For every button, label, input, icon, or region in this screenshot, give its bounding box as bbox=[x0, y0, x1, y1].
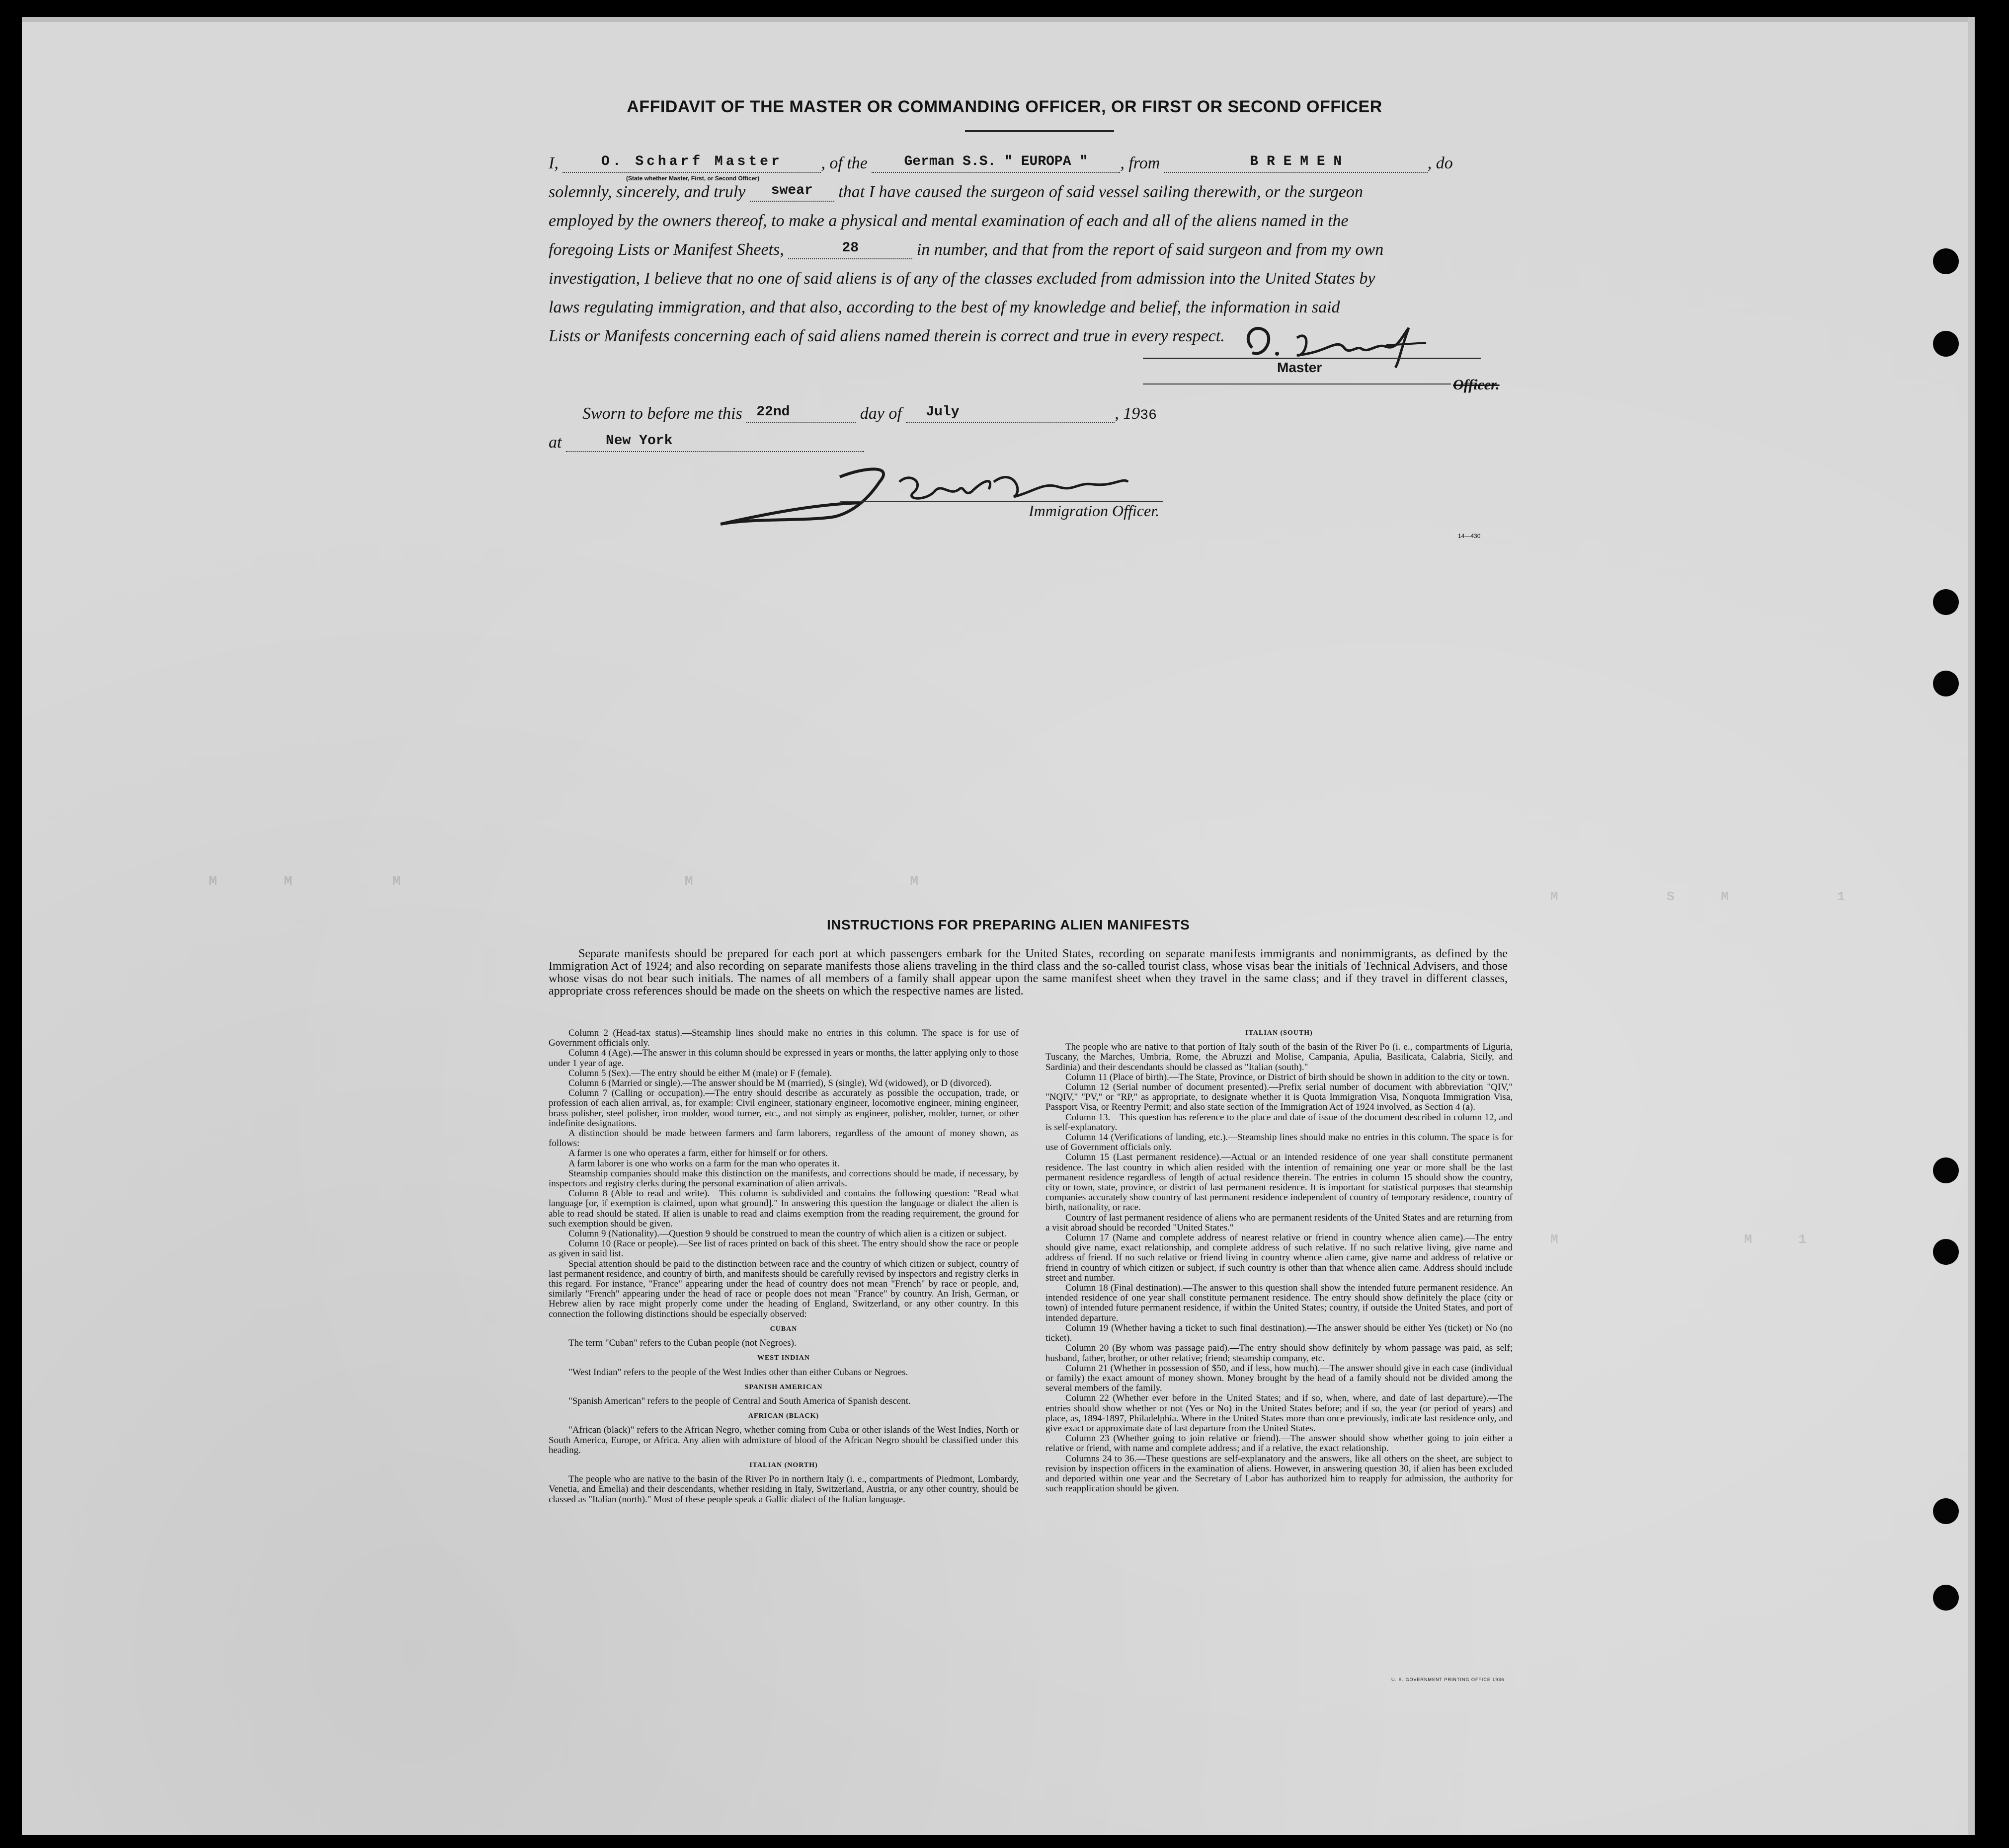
day-of-label: day of bbox=[860, 404, 902, 423]
instruction-paragraph: Columns 24 to 36.—These questions are self-explanatory and the answers, like all others on the sheet, are subject to revision by inspection officers in the examination of aliens. However, in answering question 30, if alien has been excluded and deported within one year and the Secretary of Labor has authorized him to reapply for admission, the authority for such reapplication should be given. bbox=[1045, 1453, 1513, 1494]
instruction-paragraph: A farm laborer is one who works on a farm for the man who operates it. bbox=[568, 1158, 840, 1169]
immigration-officer-label: Immigration Officer. bbox=[1029, 502, 1160, 520]
section-heading: SPANISH AMERICAN bbox=[744, 1383, 823, 1391]
sworn-line bbox=[582, 404, 1157, 423]
text-body-3: in number, and that from the report of said surgeon and from my own bbox=[916, 240, 1384, 259]
instruction-paragraph: Steamship companies should make this distinction on the manifests, and corrections should be made, if necessary, by inspectors and registry clerks during the personal examination of alien arrivals. bbox=[549, 1168, 1019, 1189]
instructions-intro: Separate manifests should be prepared for each port at which passengers embark for the United States, recording on separate manifests immigrants and nonimmigrants, as defined by the Immigration Act of 1924; and also recording on separate manifests those aliens traveling in the third class and the so-called tourist class, whose visas bear the initials of Technical Advisers, and those whose visas do not bear such initials. The names of all members of a family shall appear upon the same manifest sheet when they travel in the same class; and if they travel in different classes, appropriate cross references should be made on the sheets on which the respective names are listed. bbox=[549, 947, 1508, 998]
sworn-place-field: New York bbox=[566, 433, 864, 452]
sworn-day-field: 22nd bbox=[746, 404, 856, 423]
instruction-paragraph: Special attention should be paid to the distinction between race and the country of which citizen or subject, country of last permanent residence, and country of birth, and manifests should be carefully revised by inspectors and registry clerks in this regard. For instance, "France" appearing under the head of country does not mean "French" by race or people, and, similarly "French" appearing under the head of race or people does not mean "France" by country. An Irish, German, or Hebrew alien by race might properly come under the heading of England, Switzerland, or any other country. In this connection the following distinctions should be especially observed: bbox=[549, 1258, 1019, 1319]
at-label: at bbox=[549, 433, 562, 452]
word-of-the: , of the bbox=[821, 154, 868, 172]
affidavit-line-2 bbox=[549, 183, 1363, 202]
section-heading: CUBAN bbox=[770, 1325, 798, 1333]
text-body-4: investigation, I believe that no one of said aliens is of any of the classes excluded from admission into the United States by bbox=[549, 269, 1375, 288]
instruction-paragraph: Column 20 (By whom was passage paid).—The entry should show definitely by whom passage was paid, as self; husband, father, brother, or other relative; friend; steamship company, etc. bbox=[1045, 1343, 1513, 1364]
rank-label: Master bbox=[1277, 360, 1322, 375]
printing-office-imprint: U. S. GOVERNMENT PRINTING OFFICE 1936 bbox=[1391, 1677, 1505, 1682]
punch-hole bbox=[1933, 1239, 1959, 1265]
word-i: I, bbox=[549, 154, 559, 172]
master-signature-line bbox=[1143, 358, 1481, 359]
word-do: , do bbox=[1427, 154, 1453, 172]
vessel-field: German S.S. " EUROPA " bbox=[872, 154, 1120, 173]
affidavit-line-4 bbox=[549, 240, 1383, 259]
oath-field: swear bbox=[750, 183, 834, 202]
affidavit-line-1 bbox=[549, 154, 1453, 173]
instruction-paragraph: Column 9 (Nationality).—Question 9 should be construed to mean the country of which alien is a citizen or subject. bbox=[568, 1229, 1007, 1239]
text-body-6: Lists or Manifests concerning each of said aliens named therein is correct and true in every respect. bbox=[549, 327, 1225, 345]
officer-name-field: O. Scharf Master bbox=[563, 154, 821, 173]
instruction-paragraph: Column 17 (Name and complete address of nearest relative or friend in country whence alien came).—The entry should give name, exact relationship, and complete address of such relative. If no such relative living, give name and address of friend. If no such relative or friend living in country whence alien came, give name and address of relative or friend in country of which citizen or subject, if such country is other than that whence alien came. Address should include street and number. bbox=[1045, 1232, 1513, 1283]
instruction-paragraph: Column 14 (Verifications of landing, etc.).—Steamship lines should make no entries in this column. The space is for use of Government officials only. bbox=[1045, 1132, 1513, 1153]
section-heading: ITALIAN (NORTH) bbox=[749, 1461, 818, 1469]
instruction-paragraph: A distinction should be made between farmers and farm laborers, regardless of the amount of money shown, as follows: bbox=[549, 1128, 1019, 1149]
affidavit-line-7 bbox=[549, 327, 1225, 346]
instruction-paragraph: Column 6 (Married or single).—The answer should be M (married), S (single), Wd (widowed), or D (divorced). bbox=[568, 1078, 992, 1089]
sworn-month-field: July bbox=[906, 404, 1115, 423]
instruction-paragraph: The people who are native to that portion of Italy south of the basin of the River Po (i. e., compartments of Liguria, Tuscany, the Marches, Umbria, Rome, the Abruzzi and Molise, Campania, Apulia, Basilicata, Calabria, Sicily, and Sardinia) and their descendants should be classed as "Italian (south)." bbox=[1045, 1042, 1513, 1073]
instruction-paragraph: Country of last permanent residence of aliens who are permanent residents of the United States and are returning from a visit abroad should be recorded "United States." bbox=[1045, 1212, 1513, 1233]
bleed-through-marks: M M 1 bbox=[1550, 1232, 1806, 1247]
rank-line bbox=[1143, 384, 1451, 385]
instruction-paragraph: Column 11 (Place of birth).—The State, Province, or District of birth should be shown in addition to the city or town. bbox=[1065, 1072, 1510, 1082]
text-body-2: employed by the owners thereof, to make a physical and mental examination of each and all of the aliens named in the bbox=[549, 212, 1349, 230]
affidavit-line-6 bbox=[549, 298, 1340, 317]
bleed-through-marks: M S M 1 bbox=[1550, 889, 1845, 904]
text-body-5: laws regulating immigration, and that also, according to the best of my knowledge and belief, the information in said bbox=[549, 298, 1340, 316]
section-heading: ITALIAN (SOUTH) bbox=[1245, 1029, 1313, 1037]
instruction-paragraph: The people who are native to the basin of the River Po in northern Italy (i. e., compartments of Piedmont, Lombardy, Venetia, and Emelia) and their descendants, whether residing in Italy, Switzerland, Austria, or any other country, should be classed as "Italian (north)." Most of these people speak a Gallic dialect of the Italian language. bbox=[549, 1474, 1019, 1505]
instruction-paragraph: "Spanish American" refers to the people of Central and South America of Spanish descent. bbox=[568, 1395, 911, 1406]
instructions-right-column bbox=[1045, 1028, 1513, 1679]
page-top-edge bbox=[22, 17, 1975, 22]
sheet-count-field: 28 bbox=[788, 240, 912, 259]
sworn-label: Sworn to before me this bbox=[582, 404, 742, 423]
instruction-paragraph: Column 19 (Whether having a ticket to such final destination).—The answer should be either Yes (ticket) or No (no ticket). bbox=[1045, 1322, 1513, 1344]
text-solemnly: solemnly, sincerely, and truly bbox=[549, 183, 746, 201]
text-body-1: that I have caused the surgeon of said vessel sailing therewith, or the surgeon bbox=[838, 183, 1364, 201]
punch-hole bbox=[1933, 1498, 1959, 1524]
instruction-paragraph: Column 10 (Race or people).—See list of races printed on back of this sheet. The entry should show the race or people as given in said list. bbox=[549, 1238, 1019, 1259]
year-prefix: , 19 bbox=[1115, 404, 1140, 423]
instruction-paragraph: Column 13.—This question has reference to the place and date of issue of the document described in column 12, and is self-explanatory. bbox=[1045, 1112, 1513, 1133]
punch-hole bbox=[1933, 1585, 1959, 1611]
instruction-paragraph: The term "Cuban" refers to the Cuban people (not Negroes). bbox=[568, 1338, 797, 1349]
instructions-title: INSTRUCTIONS FOR PREPARING ALIEN MANIFESTS bbox=[827, 917, 1190, 932]
instruction-paragraph: Column 5 (Sex).—The entry should be either M (male) or F (female). bbox=[568, 1068, 832, 1078]
officer-word: Officer. bbox=[1453, 377, 1500, 393]
section-heading: AFRICAN (BLACK) bbox=[748, 1412, 819, 1420]
instructions-left-column bbox=[549, 1028, 1019, 1679]
instruction-paragraph: Column 15 (Last permanent residence).—Actual or an intended residence of one year shall constitute permanent residence. The last country in which alien resided with the intention of remaining one year or more shall be the last permanent residence regardless of length of actual residence therein. The entries in column 15 should show the country, city or town, state, province, or district of last permanent residence. It is important for statistical purposes that steamship companies accurately show country of last permanent residence independent of country of temporary residence, country of birth, nationality, or race. bbox=[1045, 1152, 1513, 1213]
word-from: , from bbox=[1120, 154, 1160, 172]
punch-hole bbox=[1933, 248, 1959, 274]
instruction-paragraph: Column 18 (Final destination).—The answer to this question shall show the intended future permanent residence. An intended residence of one year shall constitute permanent residence. The entry should show definitely the place (city or town) of intended future permanent residence, if within the United States; country, if outside the United States, and port of intended departure. bbox=[1045, 1283, 1513, 1323]
instruction-paragraph: Column 12 (Serial number of document presented).—Prefix serial number of document with abbreviation "QIV," "NQIV," "PV," or "RP," as appropriate, to designate whether it is Quota Immigration Visa, Nonquota Immigration Visa, Passport Visa, or Reentry Permit; and also state section of the Immigration Act of 1924 involved, as Section 4 (a). bbox=[1045, 1082, 1513, 1113]
instruction-paragraph: Column 21 (Whether in possession of $50, and if less, how much).—The answer should give in each case (individual or family) the exact amount of money shown. Money brought by the head of a family should not be divided among the several members of the family. bbox=[1045, 1363, 1513, 1394]
punch-hole bbox=[1933, 671, 1959, 696]
punch-hole bbox=[1933, 331, 1959, 357]
sworn-year-field: 36 bbox=[1140, 408, 1157, 423]
form-number: 14—430 bbox=[1458, 533, 1481, 539]
page-right-edge bbox=[1968, 17, 1975, 1835]
instruction-paragraph: "African (black)" refers to the African Negro, whether coming from Cuba or other islands of the West Indies, North or South America, Europe, or Africa. Any alien with admixture of blood of the African Negro should be classified under this heading. bbox=[549, 1425, 1019, 1456]
instruction-paragraph: Column 2 (Head-tax status).—Steamship lines should make no entries in this column. The space is for use of Government officials only. bbox=[549, 1028, 1019, 1049]
text-foregoing: foregoing Lists or Manifest Sheets, bbox=[549, 240, 784, 259]
affidavit-line-3 bbox=[549, 212, 1349, 231]
punch-hole bbox=[1933, 1157, 1959, 1183]
instruction-paragraph: A farmer is one who operates a farm, either for himself or for others. bbox=[568, 1148, 828, 1159]
officer-name-hint: (State whether Master, First, or Second Officer) bbox=[626, 175, 760, 182]
instruction-paragraph: Column 4 (Age).—The answer in this column should be expressed in years or months, the latter applying only to those under 1 year of age. bbox=[549, 1048, 1019, 1069]
instruction-paragraph: Column 23 (Whether going to join relative or friend).—The answer should show whether going to join either a relative or friend, with name and complete address; and if a relative, the exact relationship. bbox=[1045, 1433, 1513, 1454]
master-signature bbox=[1237, 318, 1446, 373]
instruction-paragraph: Column 7 (Calling or occupation).—The entry should describe as accurately as possible the occupation, trade, or profession of each alien arrival, as, for example: Civil engineer, stationary engineer, locomotive engineer, mining engineer, brass polisher, steel polisher, iron molder, wood turner, etc., and not simply as engineer, polisher, molder, turner, or other indefinite designations. bbox=[549, 1088, 1019, 1129]
title-rule bbox=[965, 130, 1114, 132]
affidavit-title: AFFIDAVIT OF THE MASTER OR COMMANDING OFFICER, OR FIRST OR SECOND OFFICER bbox=[627, 97, 1382, 116]
port-field: B R E M E N bbox=[1164, 154, 1428, 173]
instruction-paragraph: Column 8 (Able to read and write).—This column is subdivided and contains the following question: "Read what language [or, if exemption is claimed, upon what ground]." In answering this question the language or dialect the alien is able to read should be stated. If alien is unable to read and claims exemption from the reading requirement, the ground for such exemption should be given. bbox=[549, 1188, 1019, 1229]
instruction-paragraph: Column 22 (Whether ever before in the United States; and if so, when, where, and date of last departure).—The entries should show whether or not (Yes or No) in the United States before; and if so, the year (or period of years) and place, as, 1894-1897, Philadelphia. Where in the United States more than once previously, indicate last residence only, and give exact or approximate date of last departure from the United States. bbox=[1045, 1393, 1513, 1434]
section-heading: WEST INDIAN bbox=[757, 1354, 810, 1362]
instruction-paragraph: "West Indian" refers to the people of the West Indies other than either Cubans or Negroes. bbox=[568, 1367, 908, 1378]
affidavit-line-5 bbox=[549, 269, 1375, 288]
bleed-through-marks: M M M M M bbox=[209, 874, 919, 890]
sworn-place-line bbox=[549, 433, 864, 452]
punch-hole bbox=[1933, 589, 1959, 615]
